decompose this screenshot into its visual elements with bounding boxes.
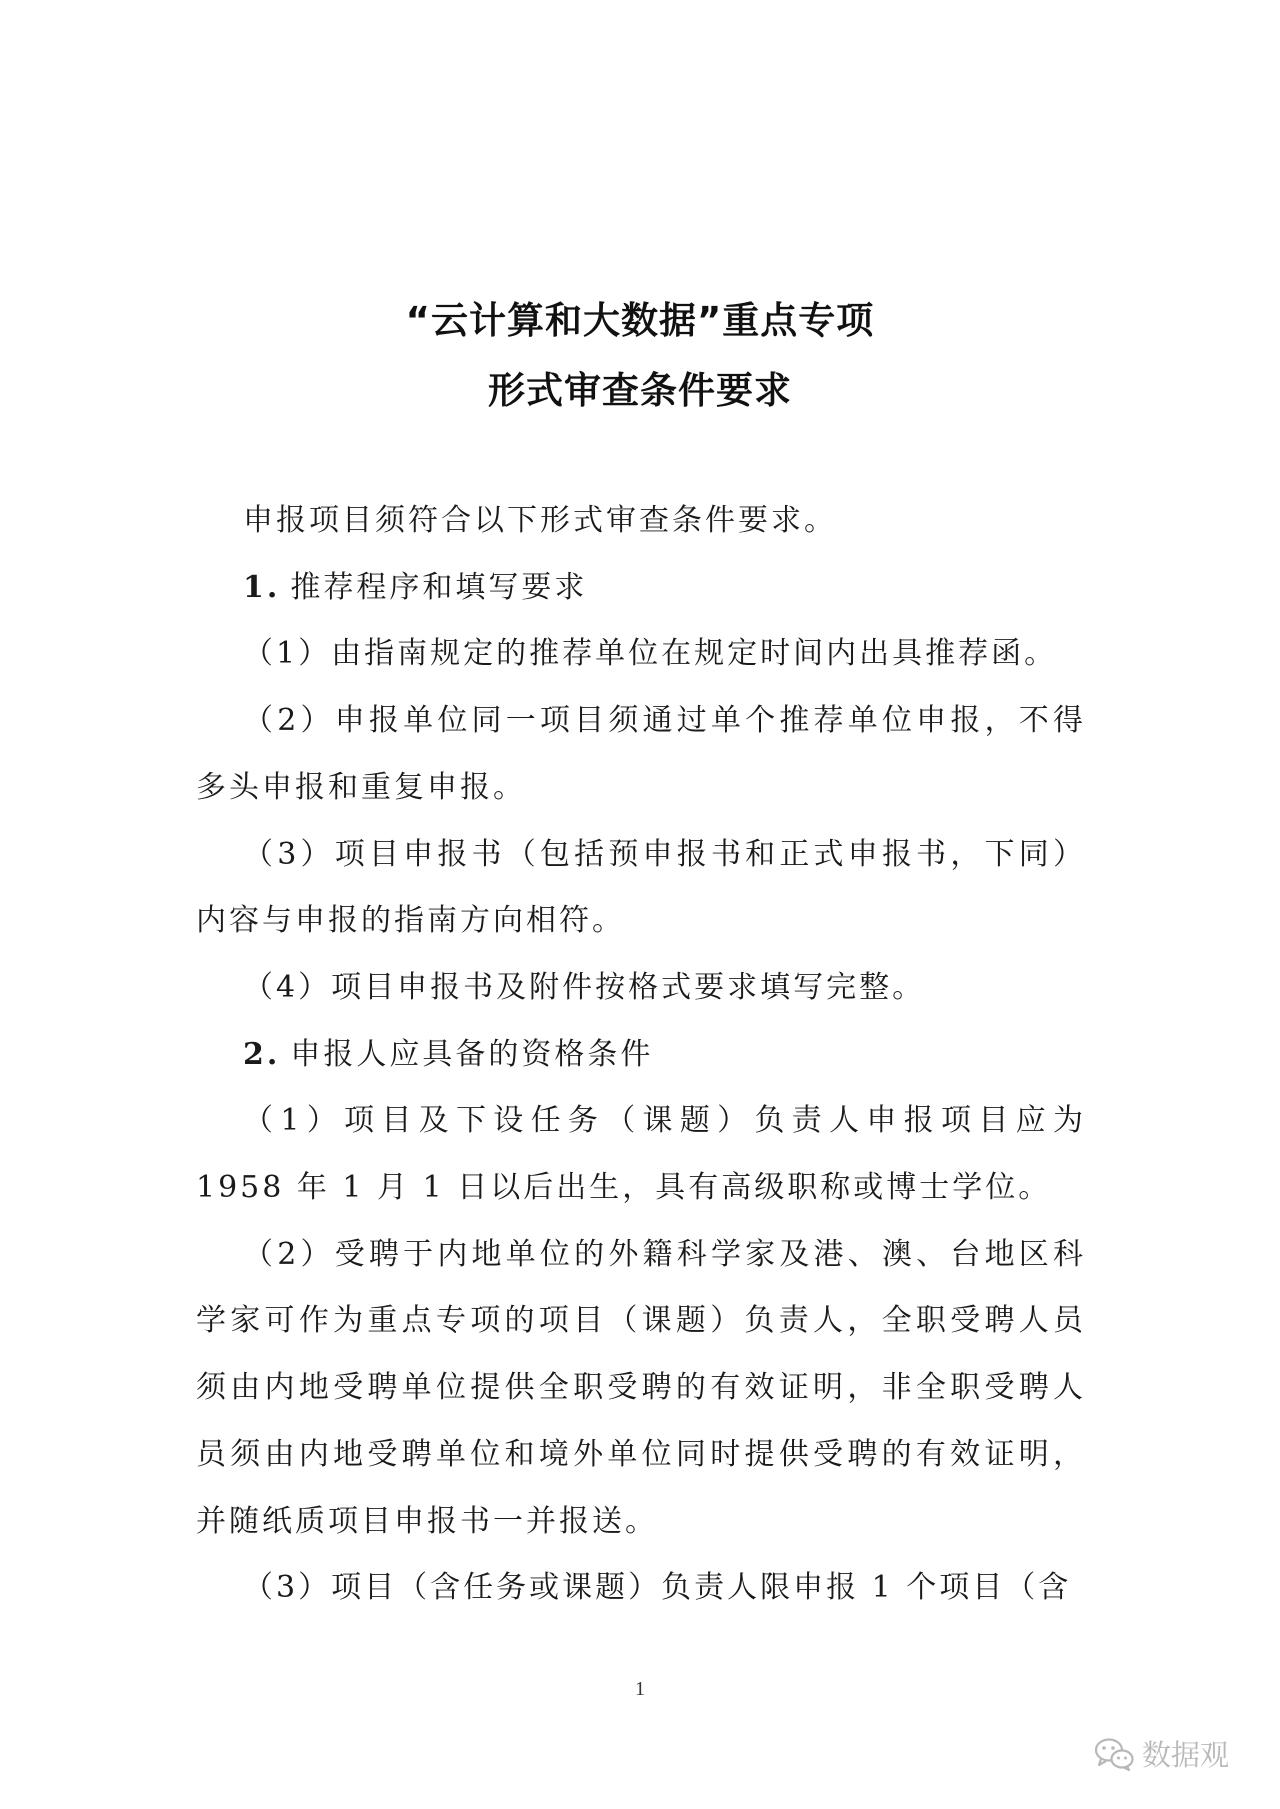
watermark: [1094, 1733, 1229, 1774]
list-item: （2）受聘于内地单位的外籍科学家及港、澳、台地区科学家可作为重点专项的项目（课题）负责人，全职受聘人员须由内地受聘单位提供全职受聘的有效证明，非全职受聘人员须由内地受聘单位和境外单位同时提供受聘的有效证明，并随纸质项目申报书一并报送。: [196, 1236, 1086, 1539]
list-item: （3）项目申报书（包括预申报书和正式申报书，下同）内容与申报的指南方向相符。: [196, 836, 1086, 939]
watermark-label: 数据观: [1142, 1738, 1230, 1772]
intro-paragraph: 申报项目须符合以下形式审查条件要求。: [243, 503, 837, 538]
section-heading-2: [196, 1022, 1086, 1089]
document-subtitle: 形式审查条件要求: [488, 369, 792, 412]
section-number: 1.: [243, 569, 281, 605]
list-item: （1）项目及下设任务（课题）负责人申报项目应为 1958 年 1 月 1 日以后出生，具有高级职称或博士学位。: [196, 1103, 1086, 1206]
list-item: （1）由指南规定的推荐单位在规定时间内出具推荐函。: [243, 636, 1058, 672]
page-number: 1: [635, 1678, 645, 1700]
list-item: （3）项目（含任务或课题）负责人限申报 1 个项目（含: [243, 1570, 1072, 1606]
section-heading-text: 申报人应具备的资格条件: [290, 1036, 654, 1072]
document-title: “云计算和大数据”重点专项: [405, 299, 875, 342]
section-heading-1: [196, 555, 1086, 622]
wechat-icon: [1094, 1737, 1134, 1771]
list-item: （4）项目申报书及附件按格式要求填写完整。: [243, 969, 926, 1005]
section-heading-text: 推荐程序和填写要求: [290, 569, 588, 605]
section-number: 2.: [243, 1036, 281, 1072]
list-item: （2）申报单位同一项目须通过单个推荐单位申报，不得多头申报和重复申报。: [196, 703, 1086, 805]
document-body: [196, 488, 1086, 1622]
